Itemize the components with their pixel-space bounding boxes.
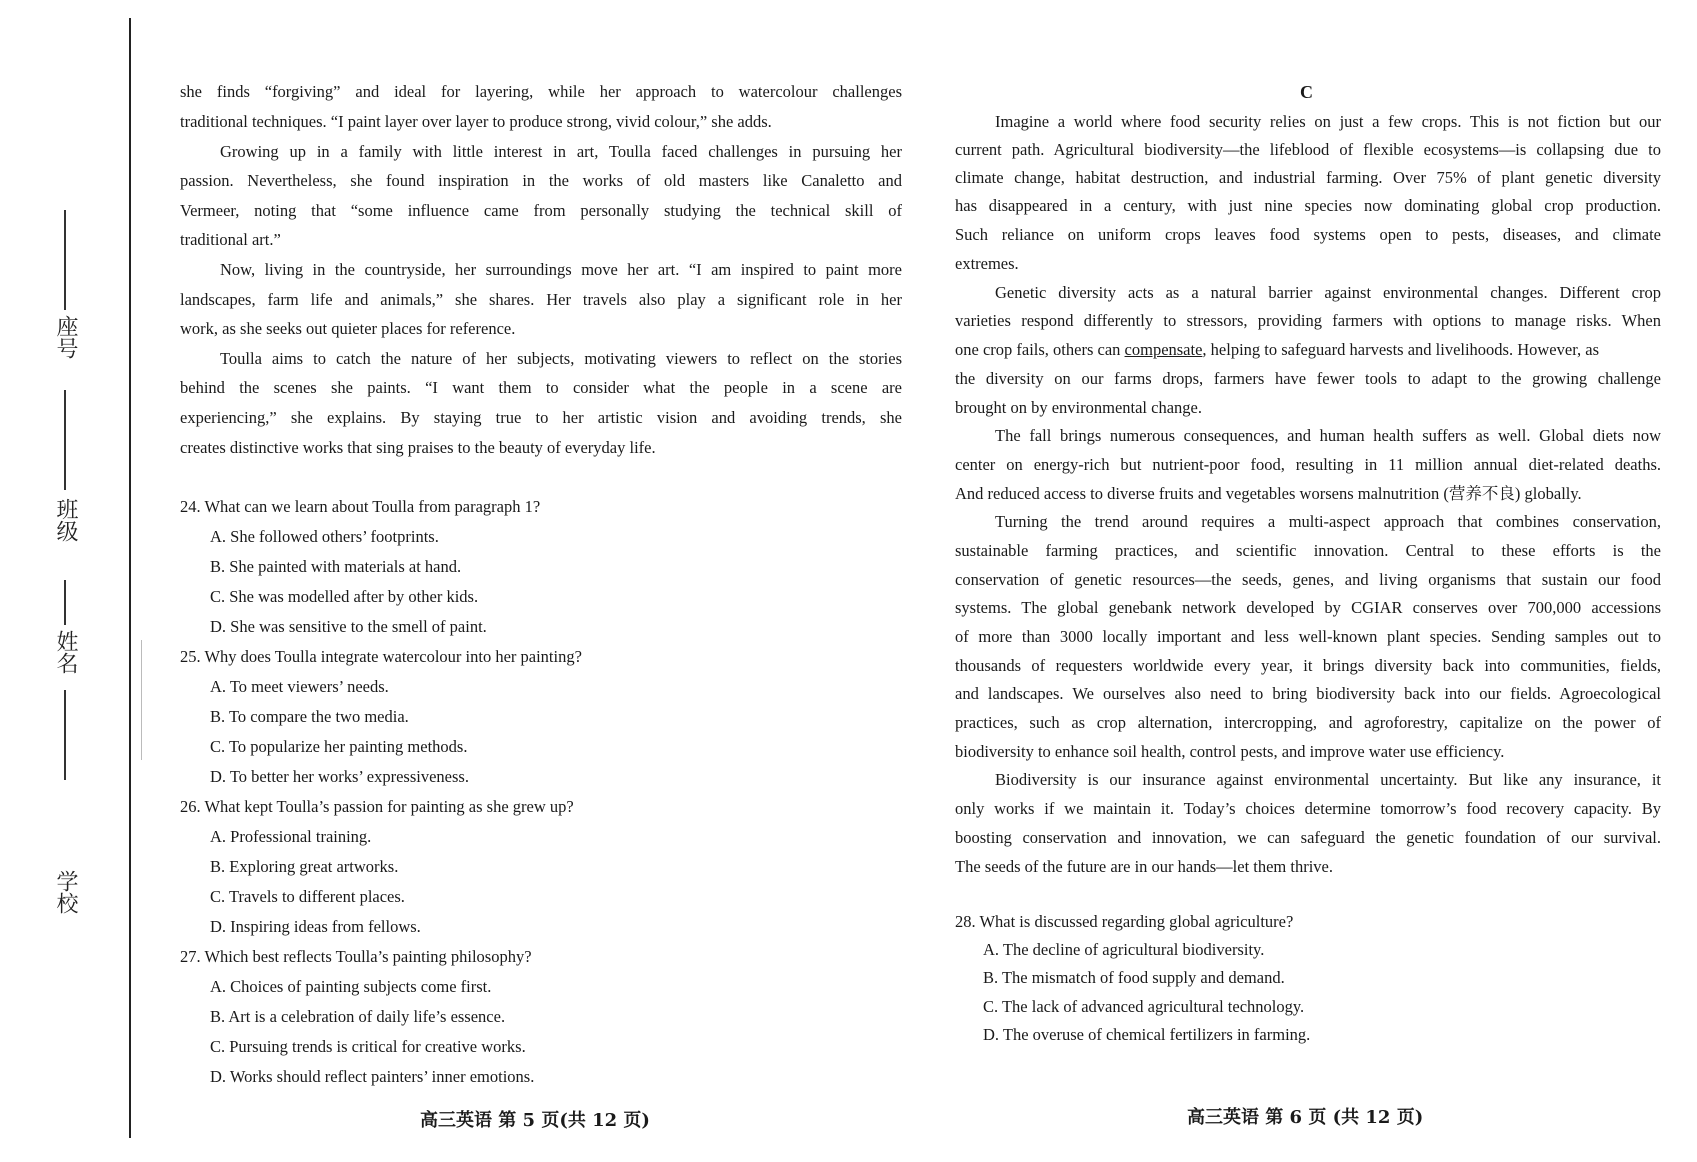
passage-line: Imagine a world where food security relies on just a few crops. This is not fiction but our (995, 112, 1661, 131)
school-field[interactable] (52, 785, 78, 935)
name-blank-top (64, 580, 66, 625)
passage-line: sustainable farming practices, and scientific innovation. Central to these efforts is the (955, 541, 1661, 560)
passage-line: passion. Nevertheless, she found inspiration in the works of old masters like Canaletto and (180, 171, 902, 190)
passage-line: current path. Agricultural biodiversity—the lifeblood of flexible ecosystems—is collapsing due to (955, 140, 1661, 159)
q26-option-c[interactable]: C. Travels to different places. (210, 887, 405, 906)
passage-line: traditional techniques. “I paint layer over layer to produce strong, vivid colour,” she adds. (180, 112, 772, 131)
seat-number-blank (64, 210, 66, 310)
passage-line: The fall brings numerous consequences, and human health suffers as well. Global diets now (995, 426, 1661, 445)
q28-option-d[interactable]: D. The overuse of chemical fertilizers in farming. (983, 1025, 1311, 1044)
page-footer: 高三英语 第 5 页(共 12 页) (420, 1110, 650, 1131)
passage-line: landscapes, farm life and animals,” she shares. Her travels also play a significant role in her (180, 290, 902, 309)
passage-line: conservation of genetic resources—the seeds, genes, and living organisms that sustain our food (955, 570, 1661, 589)
question-26: 26. What kept Toulla’s passion for painting as she grew up? (180, 797, 574, 816)
page-footer: 高三英语 第 6 页 (共 12 页) (1187, 1107, 1424, 1128)
seat-number-field[interactable] (52, 210, 78, 380)
passage-line: The seeds of the future are in our hands—let them thrive. (955, 857, 1334, 876)
passage-line (955, 340, 1599, 360)
section-title: C (1300, 82, 1313, 102)
passage-text: , helping to safeguard harvests and livelihoods. However, as (1202, 340, 1600, 359)
name-label: 姓名 (53, 630, 78, 674)
q27-option-d[interactable]: D. Works should reflect painters’ inner emotions. (210, 1067, 535, 1086)
question-24: 24. What can we learn about Toulla from paragraph 1? (180, 497, 541, 516)
passage-line: traditional art.” (180, 230, 281, 249)
passage-line: Toulla aims to catch the nature of her subjects, motivating viewers to reflect on the stories (220, 349, 902, 368)
passage-line: thousands of requesters worldwide every year, it brings diversity back into communities, fields, (955, 656, 1661, 675)
passage-line: Genetic diversity acts as a natural barrier against environmental changes. Different crop (995, 283, 1661, 302)
underlined-word: compensate (1124, 340, 1203, 359)
class-field[interactable] (52, 390, 78, 570)
passage-line: Vermeer, noting that “some influence came from personally studying the technical skill of (180, 201, 902, 220)
passage-line: systems. The global genebank network developed by CGIAR conserves over 700,000 accessions (955, 598, 1661, 617)
passage-line: and landscapes. We ourselves also need to bring biodiversity back into our fields. Agroecological (955, 684, 1661, 703)
passage-line: Such reliance on uniform crops leaves food systems open to pests, diseases, and climate (955, 225, 1661, 244)
passage-line: Biodiversity is our insurance against environmental uncertainty. But like any insurance, it (995, 770, 1661, 789)
q28-option-a[interactable]: A. The decline of agricultural biodiversity. (983, 940, 1265, 959)
passage-line: Turning the trend around requires a multi-aspect approach that combines conservation, (995, 512, 1661, 531)
passage-line: the diversity on our farms drops, farmers have fewer tools to adapt to the growing challenge (955, 369, 1661, 388)
passage-line: boosting conservation and innovation, we can safeguard the genetic foundation of our survival. (955, 828, 1661, 847)
passage-line: And reduced access to diverse fruits and vegetables worsens malnutrition (营养不良) globally. (955, 484, 1582, 503)
q27-option-a[interactable]: A. Choices of painting subjects come first. (210, 977, 492, 996)
passage-line: varieties respond differently to stressors, providing farmers with options to manage risks. When (955, 311, 1661, 330)
q28-option-b[interactable]: B. The mismatch of food supply and demand. (983, 968, 1285, 987)
q27-option-c[interactable]: C. Pursuing trends is critical for creative works. (210, 1037, 526, 1056)
q28-option-c[interactable]: C. The lack of advanced agricultural technology. (983, 997, 1305, 1016)
name-field[interactable] (52, 580, 78, 780)
passage-line: has disappeared in a century, with just nine species now dominating global crop production. (955, 196, 1661, 215)
passage-line: center on energy-rich but nutrient-poor food, resulting in 11 million annual diet-related deaths. (955, 455, 1661, 474)
question-27: 27. Which best reflects Toulla’s painting philosophy? (180, 947, 532, 966)
question-25: 25. Why does Toulla integrate watercolour into her painting? (180, 647, 582, 666)
q24-option-a[interactable]: A. She followed others’ footprints. (210, 527, 439, 546)
passage-line: Growing up in a family with little interest in art, Toulla faced challenges in pursuing her (220, 142, 902, 161)
class-blank (64, 390, 66, 490)
q24-option-c[interactable]: C. She was modelled after by other kids. (210, 587, 479, 606)
seat-number-label: 座号 (53, 315, 78, 359)
q24-option-d[interactable]: D. She was sensitive to the smell of paint. (210, 617, 487, 636)
binding-line (129, 18, 131, 1138)
passage-line: biodiversity to enhance soil health, control pests, and improve water use efficiency. (955, 742, 1505, 761)
passage-line: only works if we maintain it. Today’s choices determine tomorrow’s food recovery capacity. By (955, 799, 1661, 818)
q24-option-b[interactable]: B. She painted with materials at hand. (210, 557, 462, 576)
binding-margin (0, 0, 132, 1162)
passage-line: brought on by environmental change. (955, 398, 1202, 417)
passage-line: climate change, habitat destruction, and industrial farming. Over 75% of plant genetic diversity (955, 168, 1661, 187)
passage-line: of more than 3000 locally important and less well-known plant species. Sending samples out to (955, 627, 1661, 646)
passage-line: creates distinctive works that sing praises to the beauty of everyday life. (180, 438, 656, 457)
name-blank (64, 690, 66, 780)
q25-option-d[interactable]: D. To better her works’ expressiveness. (210, 767, 469, 786)
question-28: 28. What is discussed regarding global agriculture? (955, 912, 1294, 931)
passage-line: she finds “forgiving” and ideal for layering, while her approach to watercolour challenges (180, 82, 902, 101)
q26-option-d[interactable]: D. Inspiring ideas from fellows. (210, 917, 421, 936)
q26-option-a[interactable]: A. Professional training. (210, 827, 372, 846)
passage-line: experiencing,” she explains. By staying true to her artistic vision and avoiding trends, she (180, 408, 902, 427)
passage-line: extremes. (955, 254, 1019, 273)
passage-line: Now, living in the countryside, her surroundings move her art. “I am inspired to paint more (220, 260, 902, 279)
q25-option-b[interactable]: B. To compare the two media. (210, 707, 409, 726)
school-label: 学校 (53, 870, 78, 914)
binding-mark (141, 640, 142, 760)
q27-option-b[interactable]: B. Art is a celebration of daily life’s essence. (210, 1007, 506, 1026)
class-label: 班级 (53, 498, 78, 542)
passage-line: behind the scenes she paints. “I want them to consider what the people in a scene are (180, 378, 902, 397)
q25-option-a[interactable]: A. To meet viewers’ needs. (210, 677, 389, 696)
q26-option-b[interactable]: B. Exploring great artworks. (210, 857, 399, 876)
passage-line: practices, such as crop alternation, intercropping, and agroforestry, capitalize on the power of (955, 713, 1661, 732)
passage-line: work, as she seeks out quieter places for reference. (180, 319, 516, 338)
q25-option-c[interactable]: C. To popularize her painting methods. (210, 737, 468, 756)
passage-text: one crop fails, others can (955, 340, 1121, 359)
